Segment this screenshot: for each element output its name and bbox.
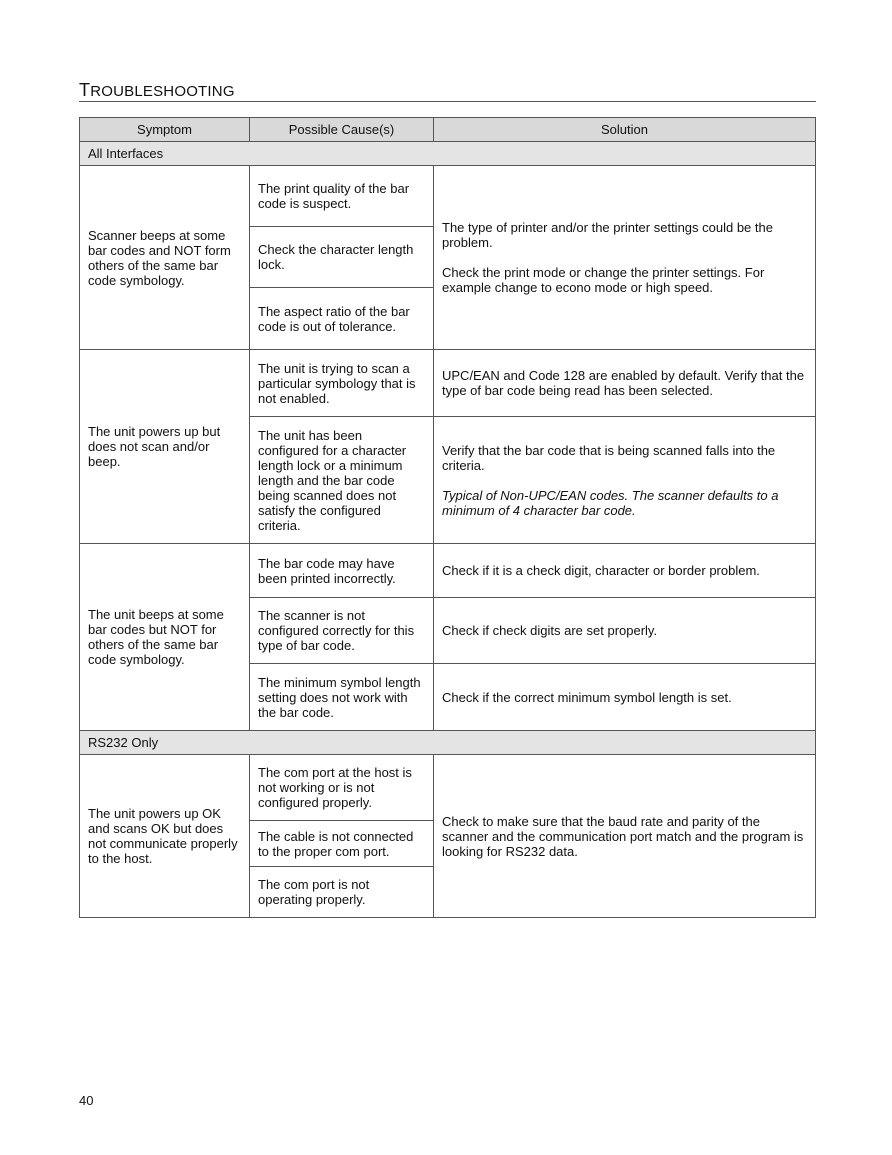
solution-cell: Check if check digits are set properly. xyxy=(434,598,816,664)
table-row xyxy=(80,166,816,227)
cause-cell: The minimum symbol length setting does not work with the bar code. xyxy=(250,664,434,731)
solution-cell xyxy=(434,417,816,544)
section-row-all-interfaces xyxy=(80,142,816,166)
symptom-cell: The unit beeps at some bar codes but NOT for others of the same bar code symbology. xyxy=(80,544,250,731)
solution-cell: Check to make sure that the baud rate and parity of the scanner and the communication port match and the program is looking for RS232 data. xyxy=(434,755,816,918)
title-rest: ROUBLESHOOTING xyxy=(90,83,235,100)
page-title xyxy=(79,80,235,101)
solution-cell: UPC/EAN and Code 128 are enabled by default. Verify that the type of bar code being read has been selected. xyxy=(434,350,816,417)
table-header-row xyxy=(80,118,816,142)
table-row xyxy=(80,755,816,821)
solution-cell: Check if the correct minimum symbol length is set. xyxy=(434,664,816,731)
cause-cell: The scanner is not configured correctly for this type of bar code. xyxy=(250,598,434,664)
solution-text: Check the print mode or change the printer settings. For example change to econo mode or high speed. xyxy=(442,265,765,295)
section-label: All Interfaces xyxy=(80,142,816,166)
column-header-causes: Possible Cause(s) xyxy=(250,118,434,142)
cause-cell: Check the character length lock. xyxy=(250,227,434,288)
section-label: RS232 Only xyxy=(80,731,816,755)
title-initial: T xyxy=(79,80,91,100)
symptom-cell: Scanner beeps at some bar codes and NOT form others of the same bar code symbology. xyxy=(80,166,250,350)
cause-cell: The unit has been configured for a character length lock or a minimum length and the bar code being scanned does not satisfy the configured criteria. xyxy=(250,417,434,544)
page-number: 40 xyxy=(79,1093,94,1108)
column-header-symptom: Symptom xyxy=(80,118,250,142)
cause-cell: The print quality of the bar code is suspect. xyxy=(250,166,434,227)
section-row-rs232-only xyxy=(80,731,816,755)
solution-text: Verify that the bar code that is being scanned falls into the criteria. xyxy=(442,442,776,473)
table-row xyxy=(80,350,816,417)
solution-text: The type of printer and/or the printer settings could be the problem. xyxy=(442,220,773,250)
troubleshooting-table xyxy=(79,117,816,918)
solution-note: Typical of Non-UPC/EAN codes. The scanner defaults to a minimum of 4 character bar code. xyxy=(442,487,779,518)
cause-cell: The unit is trying to scan a particular symbology that is not enabled. xyxy=(250,350,434,417)
cause-cell: The aspect ratio of the bar code is out of tolerance. xyxy=(250,288,434,350)
symptom-cell: The unit powers up OK and scans OK but does not communicate properly to the host. xyxy=(80,755,250,918)
title-divider xyxy=(79,101,816,102)
cause-cell: The com port at the host is not working or is not configured properly. xyxy=(250,755,434,821)
table-row xyxy=(80,544,816,598)
cause-cell: The bar code may have been printed incorrectly. xyxy=(250,544,434,598)
cause-cell: The com port is not operating properly. xyxy=(250,867,434,918)
solution-cell xyxy=(434,166,816,350)
column-header-solution: Solution xyxy=(434,118,816,142)
solution-cell: Check if it is a check digit, character or border problem. xyxy=(434,544,816,598)
cause-cell: The cable is not connected to the proper com port. xyxy=(250,821,434,867)
symptom-cell: The unit powers up but does not scan and/or beep. xyxy=(80,350,250,544)
